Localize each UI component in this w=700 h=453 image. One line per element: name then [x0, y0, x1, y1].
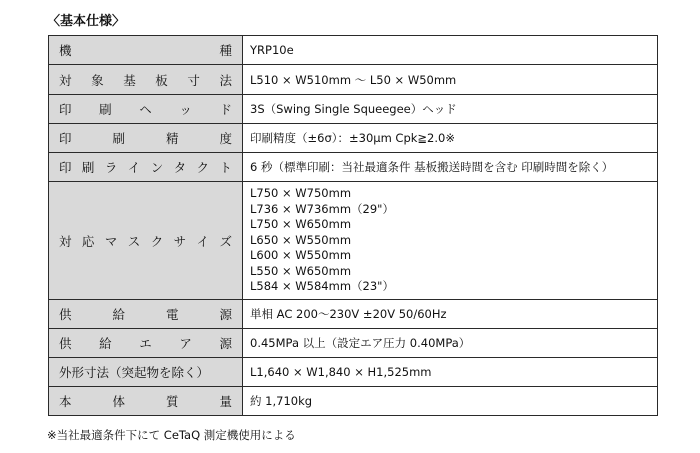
row-value: 3S（Swing Single Squeegee）ヘッド	[243, 95, 658, 124]
row-label	[49, 387, 243, 416]
row-value: 印刷精度（±6σ）：±30μm Cpk≧2.0※	[243, 124, 658, 153]
row-value: 0.45MPa 以上（設定エア圧力 0.40MPa）	[243, 329, 658, 358]
spec-row-cycle-time	[49, 153, 658, 182]
label-text: 外形寸法（突起物を除く）	[59, 365, 210, 380]
label-text: 供 給 エ ア 源	[59, 336, 232, 351]
mask-size-item: L736 × W736mm（29"）	[250, 201, 394, 216]
label-text: 印 刷 ラ イ ン タ ク ト	[59, 160, 232, 175]
mask-size-item: L550 × W650mm	[250, 263, 352, 278]
label-text: 供 給 電 源	[59, 307, 232, 322]
row-label	[49, 36, 243, 65]
row-label	[49, 182, 243, 300]
footnote: ※当社最適条件下にて CeTaQ 測定機使用による	[47, 428, 296, 442]
spec-row-air-supply	[49, 329, 658, 358]
spec-row-board-size	[49, 65, 658, 95]
spec-row-print-accuracy	[49, 124, 658, 153]
mask-size-item: L600 × W550mm	[250, 248, 352, 263]
label-text: 印 刷 精 度	[59, 131, 232, 146]
row-value: L510 × W510mm ～ L50 × W50mm	[243, 65, 658, 95]
mask-size-item: L650 × W550mm	[250, 232, 352, 247]
spec-row-print-head	[49, 95, 658, 124]
row-label	[49, 329, 243, 358]
section-heading: 〈基本仕様〉	[47, 14, 126, 29]
row-value: YRP10e	[243, 36, 658, 65]
label-text: 印 刷 ヘ ッ ド	[59, 102, 232, 117]
row-label	[49, 358, 243, 387]
spec-table	[48, 35, 658, 416]
row-label	[49, 95, 243, 124]
row-label	[49, 65, 243, 95]
spec-row-dimensions	[49, 358, 658, 387]
row-label	[49, 300, 243, 329]
mask-size-item: L750 × W750mm	[250, 186, 352, 201]
spec-row-weight	[49, 387, 658, 416]
mask-size-item: L584 × W584mm（23"）	[250, 279, 394, 294]
spec-row-power-supply	[49, 300, 658, 329]
label-text: 機 種	[59, 43, 232, 58]
label-text: 本 体 質 量	[59, 394, 232, 409]
row-label	[49, 124, 243, 153]
row-value: L1,640 × W1,840 × H1,525mm	[243, 358, 658, 387]
spec-row-model	[49, 36, 658, 65]
label-text: 対 応 マ ス ク サ イ ズ	[59, 233, 232, 249]
mask-size-list	[243, 182, 658, 300]
mask-size-item: L750 × W650mm	[250, 217, 352, 232]
row-label	[49, 153, 243, 182]
spec-row-mask-sizes	[49, 182, 658, 300]
row-value: 単相 AC 200～230V ±20V 50/60Hz	[243, 300, 658, 329]
label-text: 対 象 基 板 寸 法	[59, 72, 232, 88]
row-value: 6 秒（標準印刷：当社最適条件 基板搬送時間を含む 印刷時間を除く）	[243, 153, 658, 182]
row-value: 約 1,710kg	[243, 387, 658, 416]
